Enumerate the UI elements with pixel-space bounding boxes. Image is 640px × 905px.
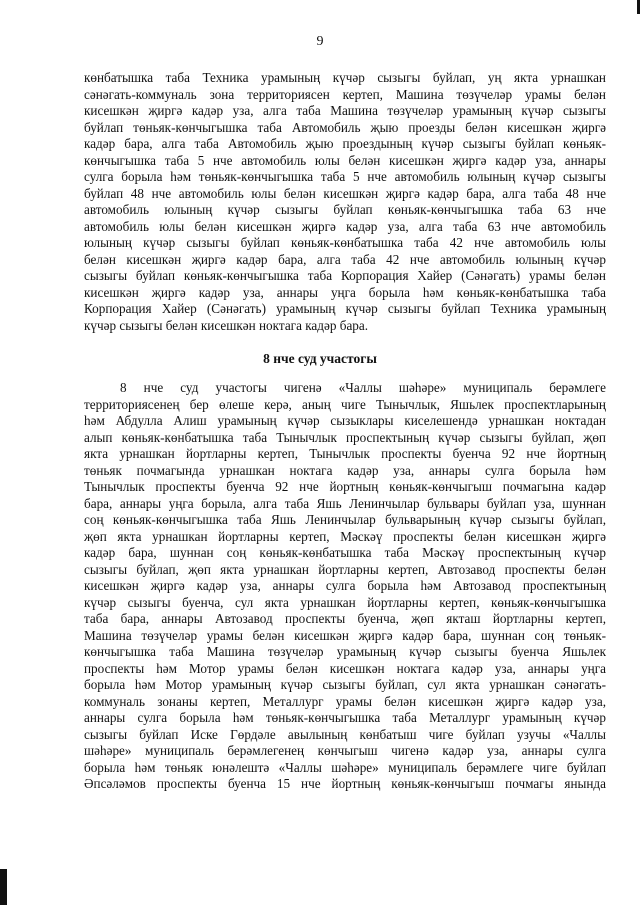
text-line: буйлап 48 нче автомобиль юлы белән кисешкән җиргә кадәр бара, алга таба 48 нче <box>84 185 606 201</box>
text-line: 8 нче суд участогы чигенә «Чаллы шәһәре» муниципаль берәмлеге <box>120 380 606 395</box>
text-line: борыла һәм Мотор урамының күчәр сызыгы буйлап, сул якта урнашкан сәнәгать- <box>84 677 606 692</box>
text-line: буйлап төньяк-көнчыгышка таба Автомобиль җыю проезды белән кисешкән җиргә <box>84 119 606 135</box>
text-line: белән кисешкән җиргә кадәр бара, алга таба 42 нче автомобиль юлының күчәр <box>84 251 606 267</box>
text-line: территориясенең бер өлеше керә, аның чиге Тынычлык, Яшьлек проспектларының <box>84 396 606 412</box>
text-line: шәһәре» муниципаль берәмлегенең көнчыгыш чигенә кадәр уза, аннары сулга <box>84 743 606 758</box>
text-line: Машина төзүчеләр урамы белән кисешкән җиргә кадәр бара, шуннан соң төньяк- <box>84 627 606 643</box>
text-line: сулга борыла һәм төньяк-көнчыгышка таба 5 нче автомобиль юлының күчәр сызыгы <box>84 169 606 184</box>
text-line: кисешкән җиргә кадәр уза, аннары уңга борыла һәм көньяк-көнбатышка таба <box>84 284 606 300</box>
text-line: күчәр сызыгы белән кисешкән ноктага кадәр бара. <box>84 317 369 333</box>
text-line: автомобиль юлы белән кисешкән җиргә кадәр уза, алга таба 63 нче автомобиль <box>84 218 606 234</box>
text-line: Әпсәләмов проспекты буенча 15 нче йортның көньяк-көнчыгыш почмагы янында <box>84 776 606 791</box>
text-line: сызыгы буйлап көньяк-көнчыгышка таба Корпорация Хайер (Сәнәгать) урамы белән <box>84 268 606 283</box>
text-line: проспекты һәм Мотор урамы белән кисешкән ноктага кадәр уза, аннары уңга <box>84 660 606 676</box>
text-line: сызыгы буйлап, җөп якта урнашкан йортларны кертеп, Автозавод проспекты белән <box>84 561 606 577</box>
section-heading: 8 нче суд участогы <box>263 351 377 366</box>
text-line: сызыгы буйлап Иске Гөрдәле авылының көнбатыш чиге буйлап узучы «Чаллы <box>84 726 606 742</box>
text-line: көнчыгышка таба 5 нче автомобиль юлы белән кисешкән җиргә кадәр уза, аннары <box>84 152 606 168</box>
text-line: юлының күчәр сызыгы буйлап көньяк-көнбатышка таба 42 нче автомобиль юлы <box>84 235 606 250</box>
text-line: күчәр сызыгы буенча, сул якта урнашкан йортларны кертеп, көньяк-көнчыгышка <box>84 594 606 610</box>
text-line: автомобиль юлының күчәр сызыгы буйлап көньяк-көнчыгышка таба 63 нче <box>84 202 606 217</box>
text-line: көнчыгышка таба Машина төзүчеләр урамының күчәр сызыгы буенча Яшьлек <box>84 644 606 659</box>
paragraph-continued <box>84 70 606 334</box>
page-number: 9 <box>316 34 324 49</box>
text-line: җөп якта урнашкан йортларны кертеп, Мәскәү проспекты белән кисешкән җиргә <box>84 528 606 544</box>
text-line: аннары сулга борыла һәм төньяк-көнчыгышка таба Металлург урамының күчәр <box>84 710 606 725</box>
text-line: алып көньяк-көнбатышка таба Тынычлык проспектының күчәр сызыгы буйлап, җөп <box>84 429 606 445</box>
text-line: бара, аннары уңга борыла, алга таба Яшь Ленинчылар бульвары буйлап уза, шуннан <box>84 495 606 511</box>
text-line: көнбатышка таба Техника урамының күчәр сызыгы буйлап, уң якта урнашкан <box>84 70 606 85</box>
text-line: сәнәгать-коммуналь зона территориясен кертеп, Машина төзүчеләр урамы белән <box>84 86 606 102</box>
scan-edge-mark <box>0 869 7 905</box>
text-line: кадәр бара, шуннан соң көньяк-көнбатышка таба Мәскәү проспектының күчәр <box>84 545 606 560</box>
text-line: кисешкән җиргә кадәр уза, аннары сулга борыла һәм Автозавод проспектының <box>84 578 606 593</box>
text-line: Тынычлык проспекты буенча 92 нче йортның көньяк-көнчыгыш почмагына кадәр <box>84 479 606 494</box>
text-line: Корпорация Хайер (Сәнәгать) урамының күчәр сызыгы буйлап Техника урамының <box>84 301 606 316</box>
text-line: борыла һәм төньяк юнәлештә «Чаллы шәһәре» муниципаль берәмлеге чиге буйлап <box>84 759 606 775</box>
text-line: соң көньяк-көнчыгышка таба Яшь Ленинчылар бульварының күчәр сызыгы буйлап, <box>84 512 606 527</box>
text-line: кисешкән җиргә кадәр уза, алга таба Машина төзүчеләр урамының күчәр сызыгы <box>84 103 606 118</box>
text-line: якта урнашкан йортларны кертеп, Тынычлык проспекты буенча 92 нче йортның <box>84 446 606 461</box>
text-line: төньяк почмагында урнашкан ноктага кадәр уза, аннары сулга борыла һәм <box>84 462 606 478</box>
text-line: таба бара, аннары Автозавод проспекты буенча, җөп якташ йортларны кертеп, <box>84 611 606 626</box>
text-line: кадәр бара, алга таба Автомобиль җыю проездының күчәр сызыгы буйлап көньяк- <box>84 136 606 151</box>
paragraph-section-8 <box>84 380 606 793</box>
text-line: һәм Абдулла Алиш урамының күчәр сызыклары киселешендә урнашкан ноктадан <box>84 413 606 428</box>
text-line: коммуналь зонаны кертеп, Металлург урамы белән кисешкән җиргә кадәр уза, <box>84 693 606 709</box>
